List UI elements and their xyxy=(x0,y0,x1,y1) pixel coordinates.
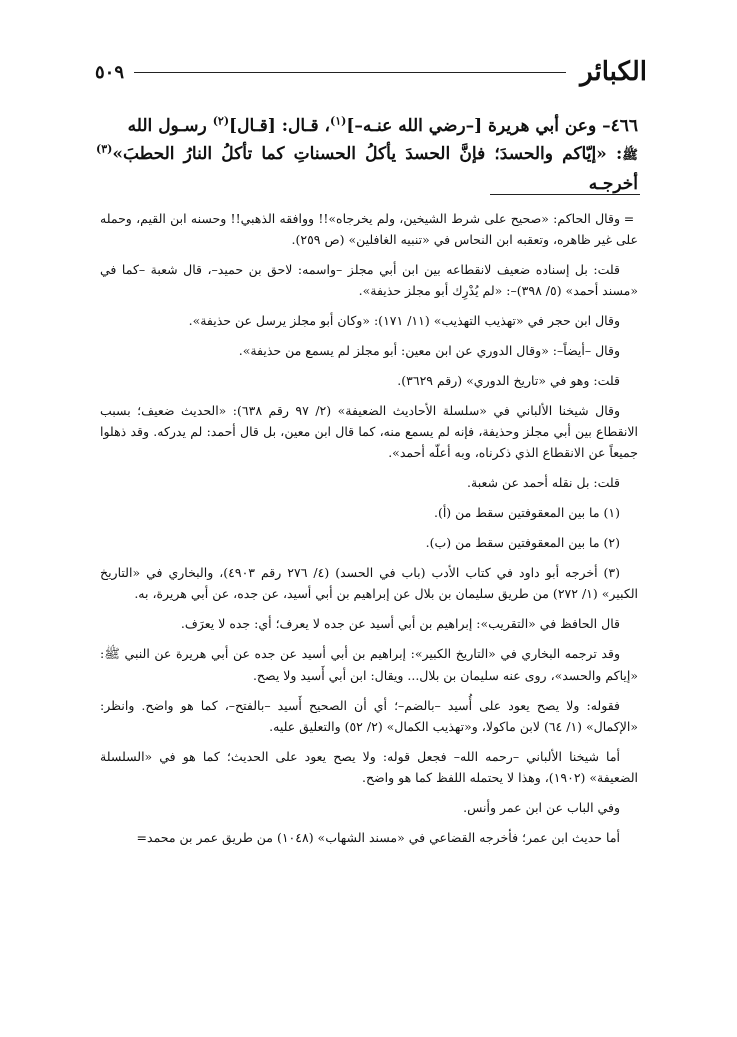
footnote-ref-3[interactable]: (٣) xyxy=(96,142,113,156)
running-header xyxy=(95,52,647,92)
book-title: الكبائر xyxy=(580,57,647,87)
footnote-3-bab: وفي الباب عن ابن عمر وأنس. xyxy=(463,800,620,815)
footnote-ref-1[interactable]: (١) xyxy=(330,114,347,128)
hadith-akhrajahu: أخرجـه xyxy=(588,174,638,194)
footnote-3-albani: أما شيخنا الألباني –رحمه الله– فجعل قوله: ولا يصح يعود على الحديث؛ كما هو في «السلسلة الضعيفة» (١٩٠٢)، وهذا لا يحتمله اللفظ كما هو واضح. xyxy=(100,749,638,785)
hadith-line-1 xyxy=(96,112,638,140)
footnote-para-ibn-hajar: وقال ابن حجر في «تهذيب التهذيب» (١١/ ١٧١): «وكان أبو مجلز يرسل عن حذيفة». xyxy=(188,313,620,328)
hadith-line-2 xyxy=(96,140,638,198)
footnote-separator xyxy=(490,194,640,195)
hadith-rasul: رسـول الله xyxy=(127,116,213,136)
footnote-para-albani: وقال شيخنا الألباني في «سلسلة الأحاديث الضعيفة» (٢/ ٩٧ رقم ٦٣٨): «الحديث ضعيف؛ بسبب الانقطاع بين أبي مجلز وحذيفة، فإنه لم يسمع منه، كما قال ابن معين، بل قال أحمد: لم يدركه. وقد ذهلوا جميعاً عن الانقطاع الذي ذكرناه، وبه أعلّه أحمد». xyxy=(100,403,638,460)
footnote-ref-2[interactable]: (٢) xyxy=(212,114,230,128)
footnote-3-ibn-umar: أما حديث ابن عمر؛ فأخرجه القضاعي في «مسند الشهاب» (١٠٤٨) من طريق عمر بن محمد= xyxy=(136,830,620,845)
footnote-text: وقد ترجمه البخاري في «التاريخ الكبير»: إبراهيم بن أبي أسيد عن جده عن أبي هريرة عن النبي xyxy=(124,646,620,661)
hadith-intro: ٤٦٦– وعن أبي هريرة [–رضي الله عنـه–] xyxy=(346,116,638,136)
footnote-3-usayd: فقوله: ولا يصح يعود على أُسيد –بالضم–؛ أي أن الصحيح أَسيد –بالفتح–، كما هو واضح. وانظر: «الإكمال» (١/ ٦٤) لابن ماكولا، و«تهذيب الكمال» (٢/ ٥٢) والتعليق عليه. xyxy=(100,698,638,734)
honorific-glyph: ﷺ xyxy=(622,148,638,163)
footnote-3: (٣) أخرجه أبو داود في كتاب الأدب (باب في الحسد) (٤/ ٢٧٦ رقم ٤٩٠٣)، والبخاري في «التاريخ الكبير» (١/ ٢٧٢) من طريق سليمان بن بلال عن إبراهيم بن أبي أسيد، عن جده، عن أبي هريرة، به. xyxy=(100,565,638,601)
footnote-para-tarikh: قلت: وهو في «تاريخ الدوري» (رقم ٣٦٢٩). xyxy=(397,373,620,388)
footnote-para-isnad: قلت: بل إسناده ضعيف لانقطاعه بين ابن أبي مجلز –واسمه: لاحق بن حميد–، قال شعبة –كما في «مسند أحمد» (٥/ ٣٩٨)–: «لم يُدْرِك أبو مجلز حذيفة». xyxy=(100,262,638,298)
continuation-marker: = xyxy=(623,211,635,226)
footnote-para-hakim xyxy=(100,208,638,250)
footnote-3-taqrib: قال الحافظ في «التقريب»: إبراهيم بن أبي أسيد عن جده لا يعرف؛ أي: جده لا يعرَف. xyxy=(180,616,620,631)
footnotes xyxy=(100,208,638,857)
footnote-1: (١) ما بين المعقوفتين سقط من (أ). xyxy=(433,505,620,520)
footnote-para-shuba: قلت: بل نقله أحمد عن شعبة. xyxy=(467,475,620,490)
footnote-para-dawri: وقال –أيضاً–: «وقال الدوري عن ابن معين: أبو مجلز لم يسمع من حذيفة». xyxy=(238,343,620,358)
honorific-glyph: ﷺ xyxy=(104,647,120,662)
hadith-qala: ، قـال: [قـال] xyxy=(229,116,331,136)
footnote-3-bukhari xyxy=(100,643,638,686)
header-rule xyxy=(134,72,566,73)
footnote-2: (٢) ما بين المعقوفتين سقط من (ب). xyxy=(425,535,620,550)
footnote-text: : «إياكم والحسد»، روى عنه سليمان بن بلال... ويقال: ابن أبي أَسيد ولا يصح. xyxy=(100,646,638,683)
page-number: ٥٠٩ xyxy=(95,61,125,83)
hadith-text xyxy=(96,112,638,198)
hadith-matn: : «إيّاكم والحسدَ؛ فإنَّ الحسدَ يأكلُ الحسناتِ كما تأكلُ النارُ الحطبَ» xyxy=(112,144,623,164)
footnote-text: وقال الحاكم: «صحيح على شرط الشيخين، ولم يخرجاه»!! ووافقه الذهبي!! وحسنه ابن القيم، وحمله على غير ظاهره، وتعقبه ابن النحاس في «تنبيه الغافلين» (ص ٢٥٩). xyxy=(100,211,638,247)
